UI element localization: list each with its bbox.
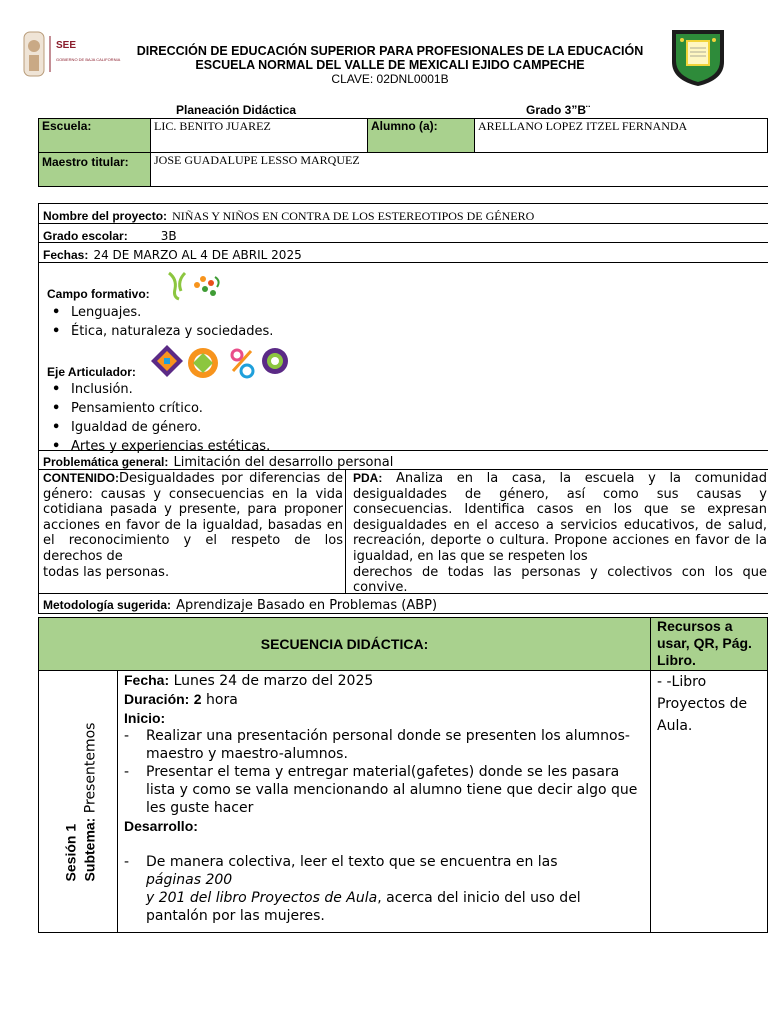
subtema-value: Presentemos bbox=[82, 722, 99, 814]
escuela-value: LIC. BENITO JUAREZ bbox=[151, 119, 368, 153]
maestro-value: JOSE GUADALUPE LESSO MARQUEZ bbox=[151, 153, 768, 187]
eje-item: • Pensamiento crítico. bbox=[71, 399, 671, 418]
eje-item: • Igualdad de género. bbox=[71, 418, 671, 437]
eje-item: • Artes y experiencias estéticas. bbox=[71, 437, 671, 456]
contenido-cell bbox=[43, 471, 343, 580]
inicio-item: - Realizar una presentación personal donde se presenten los alumnos- maestro y maestro-alumnos. bbox=[124, 728, 630, 762]
eje-articulador-list bbox=[47, 380, 671, 456]
pda-cell bbox=[353, 471, 767, 596]
grado-header-label: Grado 3”B¨ bbox=[526, 103, 591, 117]
resources-value: - -Libro Proyectos de Aula. bbox=[651, 671, 768, 933]
subtema-label: Subtema: bbox=[81, 817, 98, 882]
pda-label: PDA: bbox=[353, 471, 383, 485]
eje-articulador-icons bbox=[147, 341, 297, 385]
alumno-label: Alumno (a): bbox=[368, 119, 475, 153]
inicio-label: Inicio: bbox=[124, 710, 166, 726]
session-content bbox=[118, 671, 651, 933]
fechas-row bbox=[39, 243, 768, 263]
campo-formativo-label: Campo formativo: bbox=[47, 287, 150, 301]
header-line-3: CLAVE: 02DNL0001B bbox=[331, 72, 449, 86]
school-shield-logo bbox=[668, 26, 728, 88]
fechas-label: Fechas: bbox=[43, 248, 89, 262]
eje-item: • Inclusión. bbox=[71, 380, 671, 399]
session-vertical-label bbox=[39, 671, 123, 933]
resources-header: Recursos a usar, QR, Pág. Libro. bbox=[651, 618, 768, 671]
campo-eje-row bbox=[39, 263, 768, 454]
duracion-line bbox=[124, 690, 644, 709]
fecha-label: Fecha: bbox=[124, 672, 170, 688]
escuela-label: Escuela: bbox=[39, 119, 151, 153]
sequence-title: SECUENCIA DIDÁCTICA: bbox=[260, 635, 429, 652]
desarrollo-label: Desarrollo: bbox=[124, 818, 198, 834]
metodologia-row bbox=[39, 594, 768, 614]
see-logo-text: SEE bbox=[56, 40, 77, 51]
metodologia-label: Metodología sugerida: bbox=[43, 598, 172, 612]
project-name-value: NIÑAS Y NIÑOS EN CONTRA DE LOS ESTEREOTIPOS DE GÉNERO bbox=[172, 209, 535, 223]
campo-formativo-list bbox=[47, 303, 671, 341]
problematica-label: Problemática general: bbox=[43, 455, 169, 469]
duracion-value: 2 bbox=[193, 691, 202, 707]
eje-articulador-label: Eje Articulador: bbox=[47, 365, 136, 379]
info-table bbox=[38, 118, 768, 187]
project-name-row bbox=[39, 204, 768, 224]
grado-escolar-label: Grado escolar: bbox=[43, 229, 128, 243]
alumno-value: ARELLANO LOPEZ ITZEL FERNANDA bbox=[475, 119, 768, 153]
contenido-label: CONTENIDO: bbox=[43, 471, 119, 485]
session-cell bbox=[39, 671, 118, 933]
project-name-label: Nombre del proyecto: bbox=[43, 209, 168, 223]
see-logo bbox=[22, 30, 122, 78]
fecha-line bbox=[124, 671, 644, 690]
planeacion-label: Planeación Didáctica bbox=[176, 103, 297, 117]
header-line-2: ESCUELA NORMAL DEL VALLE DE MEXICALI EJIDO CAMPECHE bbox=[195, 58, 585, 72]
document-header bbox=[110, 44, 670, 86]
pda-value: Analiza en la casa, la escuela y la comunidad desigualdades de género, así como sus causas y consecuencias. Identifica casos en los que se expresan desigualdades en el acceso a servicios educativos, de salud, recreación, deporte o cultura. Propone acciones en favor de la igualdad, en las que se respeten los bbox=[353, 471, 767, 564]
session-label: Sesión 1 bbox=[62, 823, 79, 882]
duracion-unit: hora bbox=[206, 692, 238, 708]
project-details bbox=[38, 203, 768, 614]
fecha-value: Lunes 24 de marzo del 2025 bbox=[173, 673, 374, 689]
problematica-value: Limitación del desarrollo personal bbox=[173, 455, 394, 470]
inicio-item: - Presentar el tema y entregar material(gafetes) donde se les pasara lista y como se valla mencionando al alumno tiene que decir algo que les guste hacer bbox=[124, 764, 638, 816]
grado-escolar-row bbox=[39, 224, 768, 243]
campo-formativo-icons bbox=[165, 269, 225, 303]
campo-item: • Lenguajes. bbox=[71, 303, 671, 322]
pda-tail: derechos de todas las personas y colectivos con los que convive. bbox=[353, 564, 767, 596]
grado-escolar-value: 3B bbox=[160, 229, 177, 243]
header-line-1: DIRECCIÓN DE EDUCACIÓN SUPERIOR PARA PROFESIONALES DE LA EDUCACIÓN bbox=[136, 44, 644, 58]
campo-item: • Ética, naturaleza y sociedades. bbox=[71, 322, 671, 341]
column-divider bbox=[345, 470, 346, 594]
metodologia-value: Aprendizaje Basado en Problemas (ABP) bbox=[176, 598, 438, 613]
sequence-table bbox=[38, 617, 768, 933]
desarrollo-item: - De manera colectiva, leer el texto que se encuentra en las páginas 200 y 201 del libro Proyectos de Aula, acerca del inicio del uso del pantalón por las mujeres. bbox=[124, 854, 581, 924]
contenido-pda-row bbox=[39, 470, 768, 594]
fechas-value: 24 DE MARZO AL 4 DE ABRIL 2025 bbox=[93, 248, 302, 262]
duracion-label: Duración: bbox=[124, 691, 190, 707]
contenido-value: Desigualdades por diferencias de género: causas y consecuencias en la vida cotidiana pasada y presente, para proponer acciones en favor de la igualdad, basadas en el reconocimiento y el respeto de los derechos de bbox=[43, 471, 343, 564]
contenido-tail: todas las personas. bbox=[43, 564, 170, 580]
maestro-label: Maestro titular: bbox=[39, 153, 151, 187]
sequence-title-cell bbox=[39, 618, 651, 671]
see-logo-subtext: GOBIERNO DE BAJA CALIFORNIA bbox=[56, 57, 121, 62]
